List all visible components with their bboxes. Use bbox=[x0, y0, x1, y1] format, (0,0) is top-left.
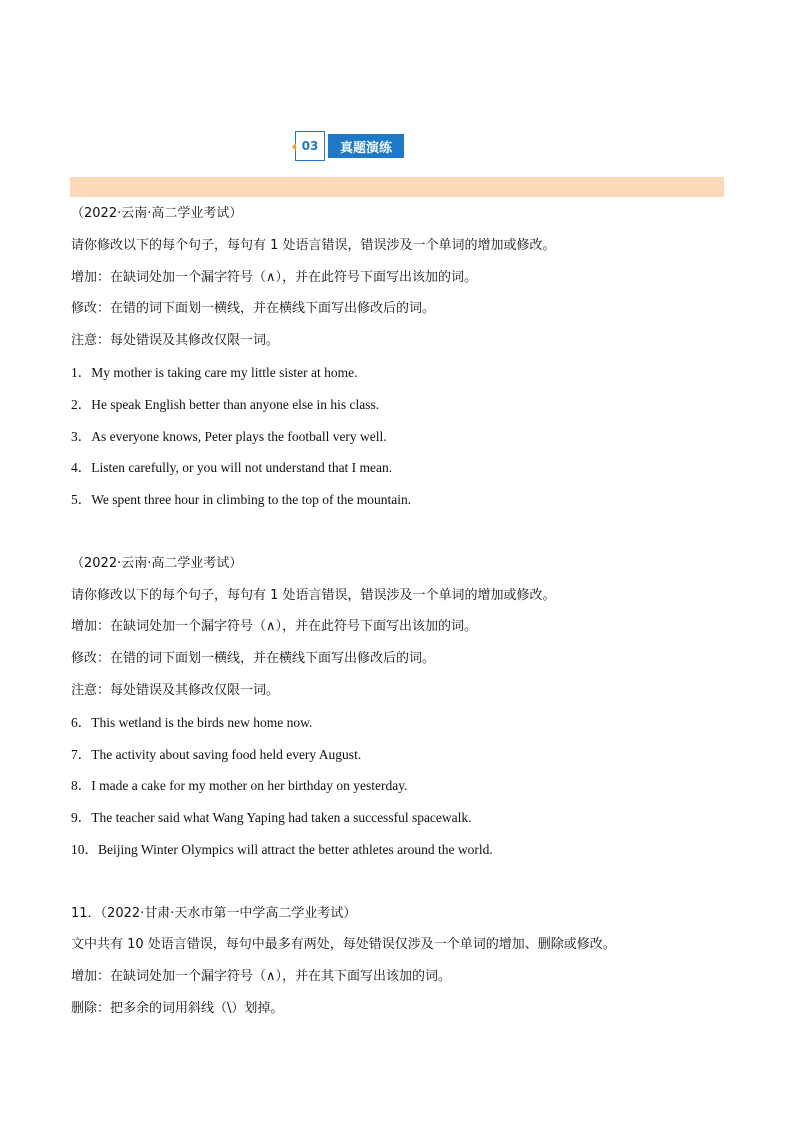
question-item: 6．This wetland is the birds new home now. bbox=[71, 715, 313, 730]
group1-note: 注意：每处错误及其修改仅限一词。 bbox=[71, 333, 280, 348]
group2-source: （2022·云南·高二学业考试） bbox=[71, 556, 243, 571]
question-item: 9．The teacher said what Wang Yaping had taken a successful spacewalk. bbox=[71, 810, 472, 825]
group3-add-rule: 增加：在缺词处加一个漏字符号（∧），并在其下面写出该加的词。 bbox=[71, 969, 452, 984]
group3-instruction: 文中共有 10 处语言错误，每句中最多有两处，每处错误仅涉及一个单词的增加、删除或修改。 bbox=[71, 937, 616, 952]
section-badge bbox=[295, 131, 404, 161]
group1-source: （2022·云南·高二学业考试） bbox=[71, 206, 243, 221]
group1-instruction: 请你修改以下的每个句子，每句有 1 处语言错误，错误涉及一个单词的增加或修改。 bbox=[71, 238, 556, 253]
group2-modify-rule: 修改：在错的词下面划一横线，并在横线下面写出修改后的词。 bbox=[71, 651, 436, 666]
question-item: 7．The activity about saving food held every August. bbox=[71, 747, 362, 762]
group3-delete-rule: 删除：把多余的词用斜线（\）划掉。 bbox=[71, 1001, 284, 1016]
group3-source: 11．（2022·甘肃·天水市第一中学高二学业考试） bbox=[71, 906, 357, 921]
question-item: 2．He speak English better than anyone else in his class. bbox=[71, 397, 380, 412]
question-item: 3．As everyone knows, Peter plays the football very well. bbox=[71, 429, 387, 444]
question-item: 8．I made a cake for my mother on her birthday on yesterday. bbox=[71, 778, 408, 793]
section-divider-band bbox=[70, 177, 724, 197]
group1-add-rule: 增加：在缺词处加一个漏字符号（∧），并在此符号下面写出该加的词。 bbox=[71, 270, 478, 285]
question-item: 4．Listen carefully, or you will not understand that I mean. bbox=[71, 460, 393, 475]
group1-modify-rule: 修改：在错的词下面划一横线，并在横线下面写出修改后的词。 bbox=[71, 301, 436, 316]
group2-add-rule: 增加：在缺词处加一个漏字符号（∧），并在此符号下面写出该加的词。 bbox=[71, 619, 478, 634]
section-number: 03 bbox=[295, 131, 325, 161]
section-title: 真题演练 bbox=[328, 134, 404, 158]
question-item: 5．We spent three hour in climbing to the top of the mountain. bbox=[71, 492, 412, 507]
group2-note: 注意：每处错误及其修改仅限一词。 bbox=[71, 683, 280, 698]
group2-instruction: 请你修改以下的每个句子，每句有 1 处语言错误，错误涉及一个单词的增加或修改。 bbox=[71, 588, 556, 603]
question-item: 1．My mother is taking care my little sister at home. bbox=[71, 365, 358, 380]
question-item: 10．Beijing Winter Olympics will attract the better athletes around the world. bbox=[71, 842, 493, 857]
